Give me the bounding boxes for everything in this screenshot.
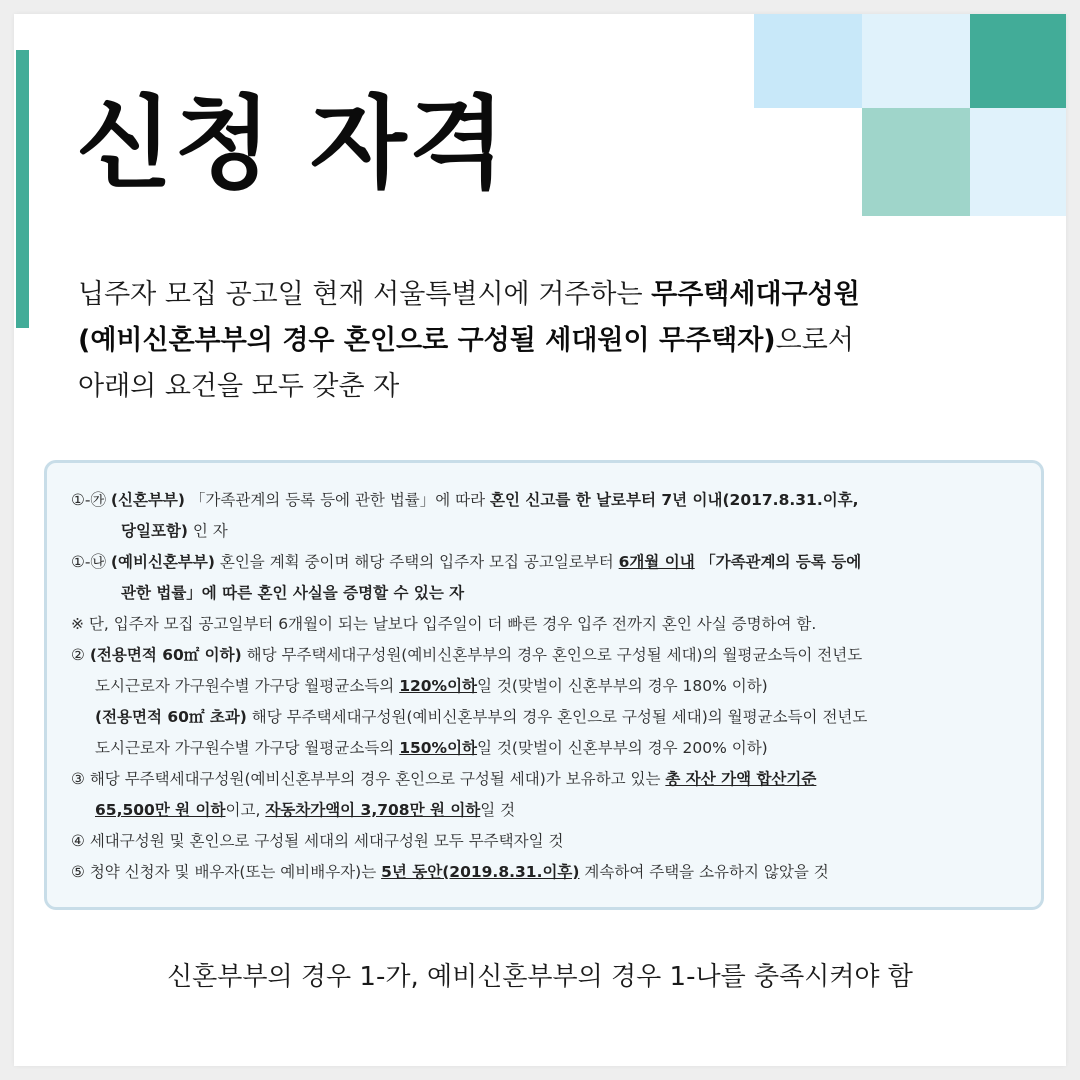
req-underline: 총 자산 가액 합산기준 [665, 770, 817, 788]
requirement-line [71, 640, 1021, 671]
req-text: 일 것(맞벌이 신혼부부의 경우 200% 이하) [477, 739, 768, 757]
footer-note: 신혼부부의 경우 1-가, 예비신혼부부의 경우 1-나를 충족시켜야 함 [167, 962, 913, 992]
requirement-line [71, 547, 1021, 578]
requirement-note [71, 609, 1021, 640]
req-text: 혼인을 계획 중이며 해당 주택의 입주자 모집 공고일로부터 [214, 553, 619, 571]
req-underline: 150%이하 [399, 739, 478, 757]
requirement-line [71, 764, 1021, 795]
intro-text-part: 닙주자 모집 공고일 현재 서울특별시에 거주하는 [78, 279, 652, 310]
req-bold: (신혼부부) [110, 491, 185, 509]
req-text: 도시근로자 가구원수별 가구당 월평균소득의 [95, 739, 400, 757]
req-text: 도시근로자 가구원수별 가구당 월평균소득의 [95, 677, 400, 695]
intro-bold-part: 무주택세대구성원 [651, 279, 860, 310]
req-text: ③ 해당 무주택세대구성원(예비신혼부부의 경우 혼인으로 구성될 세대)가 보유하고 있는 [71, 770, 666, 788]
requirement-line [71, 671, 1021, 702]
req-underline: 65,500만 원 이하 [95, 801, 226, 819]
req-bold: 「가족관계의 등록 등에 [694, 553, 862, 571]
req-text: ⑤ 청약 신청자 및 배우자(또는 예비배우자)는 [71, 863, 382, 881]
intro-line-2 [78, 318, 1038, 364]
req-bold: (예비신혼부부) [110, 553, 215, 571]
requirement-line [71, 516, 1021, 547]
requirement-line [71, 702, 1021, 733]
deco-square [862, 108, 970, 216]
deco-square [970, 108, 1066, 216]
intro-text-part: 으로서 [775, 325, 854, 356]
req-text: 일 것 [480, 801, 516, 819]
requirements-panel [44, 460, 1044, 910]
req-underline: 6개월 이내 [618, 553, 695, 571]
req-text: 「가족관계의 등록 등에 관한 법률」에 따라 [184, 491, 491, 509]
requirement-line [71, 857, 1021, 888]
deco-square [970, 14, 1066, 108]
req-text: 계속하여 주택을 소유하지 않았을 것 [579, 863, 829, 881]
req-bold: 관한 법률」에 따른 혼인 사실을 증명할 수 있는 자 [121, 584, 465, 602]
intro-line-1 [78, 272, 1038, 318]
req-text: 이고, [225, 801, 266, 819]
req-text: 인 자 [187, 522, 228, 540]
requirement-line [71, 578, 1021, 609]
page-title: 신청 자격 [76, 85, 508, 202]
req-text: 해당 무주택세대구성원(예비신혼부부의 경우 혼인으로 구성될 세대)의 월평균소득이 전년도 [241, 646, 863, 664]
req-bold: 혼인 신고를 한 날로부터 7년 이내(2017.8.31.이후, [490, 491, 859, 509]
requirement-line [71, 826, 1021, 857]
req-bold: 당일포함) [121, 522, 188, 540]
requirement-line [71, 733, 1021, 764]
intro-text [78, 272, 1038, 410]
req-text: ② [71, 646, 90, 664]
req-text: ④ 세대구성원 및 혼인으로 구성될 세대의 세대구성원 모두 무주택자일 것 [71, 832, 564, 850]
req-underline: 5년 동안(2019.8.31.이후) [381, 863, 580, 881]
req-text: 해당 무주택세대구성원(예비신혼부부의 경우 혼인으로 구성될 세대)의 월평균소득이 전년도 [246, 708, 868, 726]
requirement-line [71, 795, 1021, 826]
card [14, 14, 1066, 1066]
req-text: ※ 단, 입주자 모집 공고일부터 6개월이 되는 날보다 입주일이 더 빠른 경우 입주 전까지 혼인 사실 증명하여 함. [71, 615, 817, 633]
req-bold: (전용면적 60㎡ 이하) [89, 646, 242, 664]
req-underline: 자동차가액이 3,708만 원 이하 [265, 801, 481, 819]
req-text: ①-㉮ [71, 491, 111, 509]
req-bold: (전용면적 60㎡ 초과) [95, 708, 247, 726]
intro-bold-part: (예비신혼부부의 경우 혼인으로 구성될 세대원이 무주택자) [78, 325, 776, 356]
accent-bar [16, 50, 29, 328]
requirement-line [71, 485, 1021, 516]
deco-square [754, 14, 862, 108]
req-underline: 120%이하 [399, 677, 478, 695]
req-text: ①-㉯ [71, 553, 111, 571]
intro-line-3: 아래의 요건을 모두 갖춘 자 [78, 371, 400, 402]
req-text: 일 것(맞벌이 신혼부부의 경우 180% 이하) [477, 677, 768, 695]
deco-square [862, 14, 970, 108]
